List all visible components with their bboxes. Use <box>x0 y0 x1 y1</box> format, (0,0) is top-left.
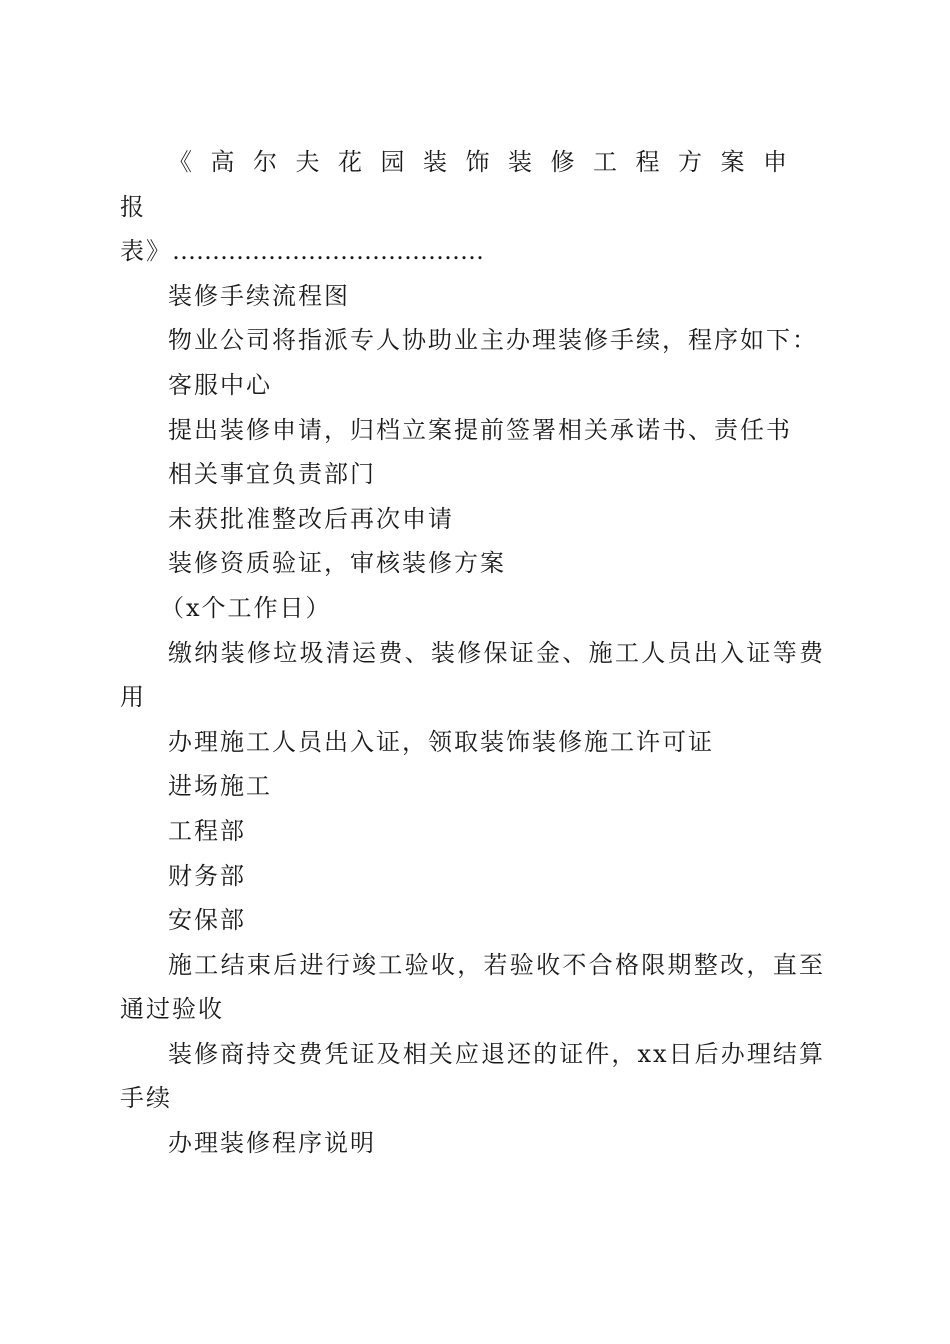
paragraph-reapply: 未获批准整改后再次申请 <box>168 504 454 533</box>
paragraph-qualification: 装修资质验证，审核装修方案 <box>168 549 506 578</box>
paragraph-permit: 办理施工人员出入证，领取装饰装修施工许可证 <box>168 727 714 756</box>
paragraph-procedure-notes: 办理装修程序说明 <box>168 1129 376 1158</box>
title-line-continued <box>120 229 825 274</box>
title-text: 《高尔夫花园装饰装修工程方案申报 <box>120 148 806 221</box>
paragraph-construction: 进场施工 <box>168 772 272 801</box>
paragraph-intro: 物业公司将指派专人协助业主办理装修手续，程序如下： <box>168 326 818 355</box>
title-line <box>120 140 825 229</box>
paragraph-security-dept: 安保部 <box>168 906 246 935</box>
paragraph-responsible-dept: 相关事宜负责部门 <box>168 460 376 489</box>
paragraph-finance-dept: 财务部 <box>168 861 246 890</box>
title-leader-dots: ………………………………… <box>172 237 484 266</box>
paragraph-settlement: 装修商持交费凭证及相关应退还的证件，xx日后办理结算手续 <box>120 1039 825 1113</box>
paragraph-fees: 缴纳装修垃圾清运费、装修保证金、施工人员出入证等费用 <box>120 638 825 712</box>
paragraph-workdays: （x个工作日） <box>160 593 332 622</box>
paragraph-engineering-dept: 工程部 <box>168 816 246 845</box>
paragraph-acceptance: 施工结束后进行竣工验收，若验收不合格限期整改，直至通过验收 <box>120 950 825 1024</box>
document-body <box>120 140 825 1166</box>
paragraph-customer-service: 客服中心 <box>168 370 272 399</box>
paragraph-application: 提出装修申请，归档立案提前签署相关承诺书、责任书 <box>168 415 792 444</box>
paragraph-flowchart-title: 装修手续流程图 <box>168 281 350 310</box>
title-text-end: 表》 <box>120 237 172 266</box>
